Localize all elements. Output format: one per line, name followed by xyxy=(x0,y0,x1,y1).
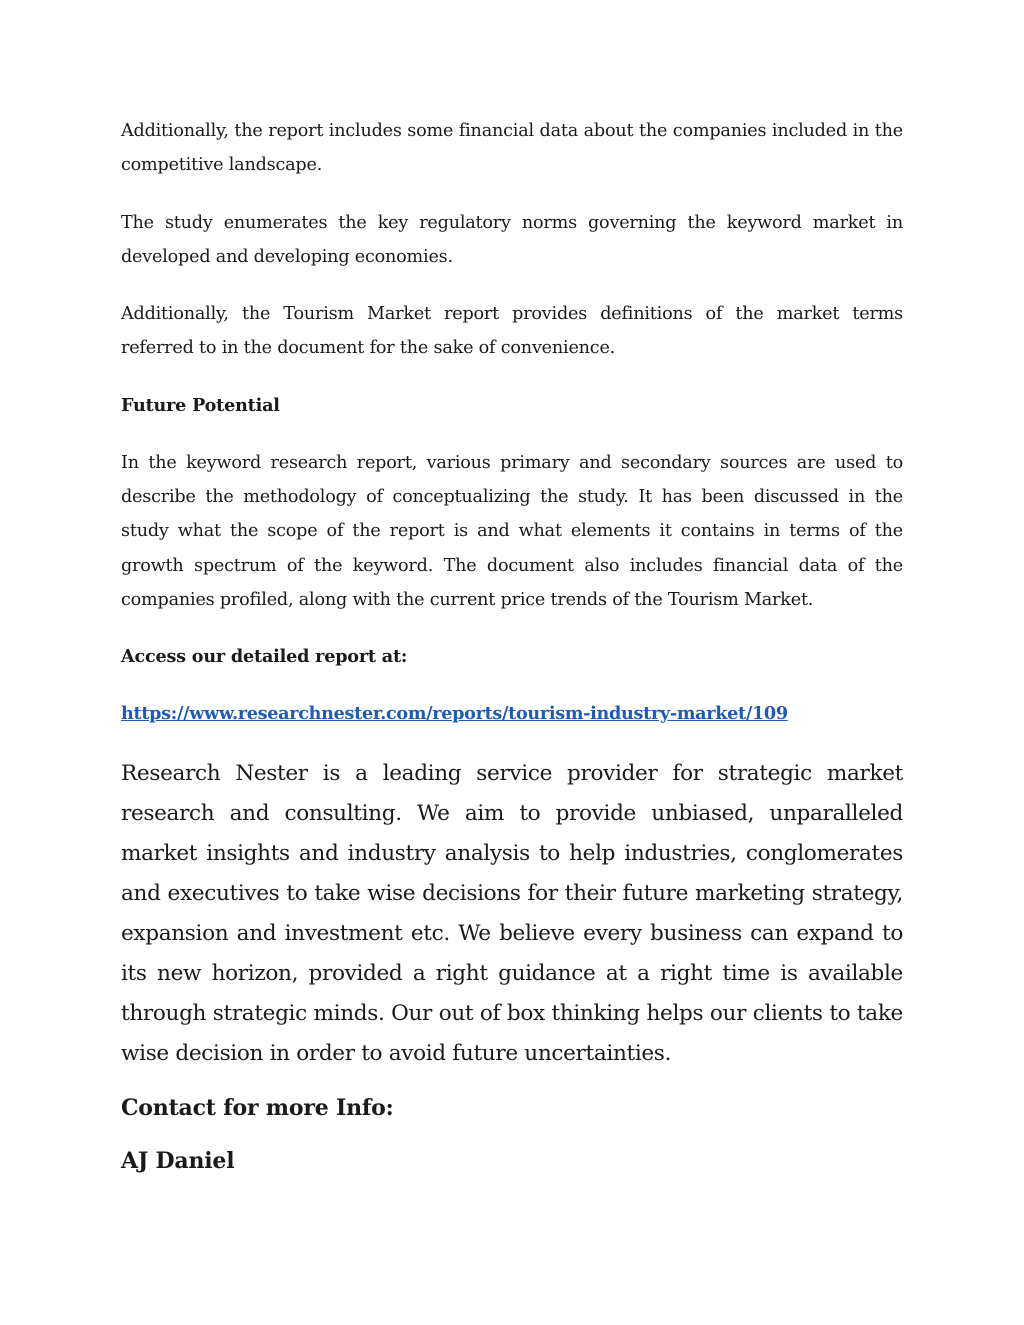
contact-name: AJ Daniel xyxy=(121,1148,235,1175)
paragraph-definitions: Additionally, the Tourism Market report provides definitions of the market terms referred to in the document for the sake of convenience. xyxy=(121,304,903,359)
document-page xyxy=(121,114,903,1181)
paragraph-about-company: Research Nester is a leading service provider for strategic market research and consulting. We aim to provide unbiased, unparalleled market insights and industry analysis to help industries, conglomerates and executives to take wise decisions for their future marketing strategy, expansion and investment etc. We believe every business can expand to its new horizon, provided a right guidance at a right time is available through strategic minds. Our out of box thinking helps our clients to take wise decision in order to avoid future uncertainties. xyxy=(121,761,903,1067)
heading-contact: Contact for more Info: xyxy=(121,1095,394,1122)
heading-access-report: Access our detailed report at: xyxy=(121,646,408,668)
paragraph-methodology: In the keyword research report, various primary and secondary sources are used to describe the methodology of conceptualizing the study. It has been discussed in the study what the scope of the report is and what elements it contains in terms of the growth spectrum of the keyword. The document also includes financial data of the companies profiled, along with the current price trends of the Tourism Market. xyxy=(121,452,903,610)
report-link[interactable]: https://www.researchnester.com/reports/tourism-industry-market/109 xyxy=(121,703,788,725)
paragraph-regulatory-norms: The study enumerates the key regulatory norms governing the keyword market in developed and developing economies. xyxy=(121,212,903,267)
paragraph-financial-data: Additionally, the report includes some financial data about the companies included in the competitive landscape. xyxy=(121,121,903,176)
heading-future-potential: Future Potential xyxy=(121,394,280,416)
